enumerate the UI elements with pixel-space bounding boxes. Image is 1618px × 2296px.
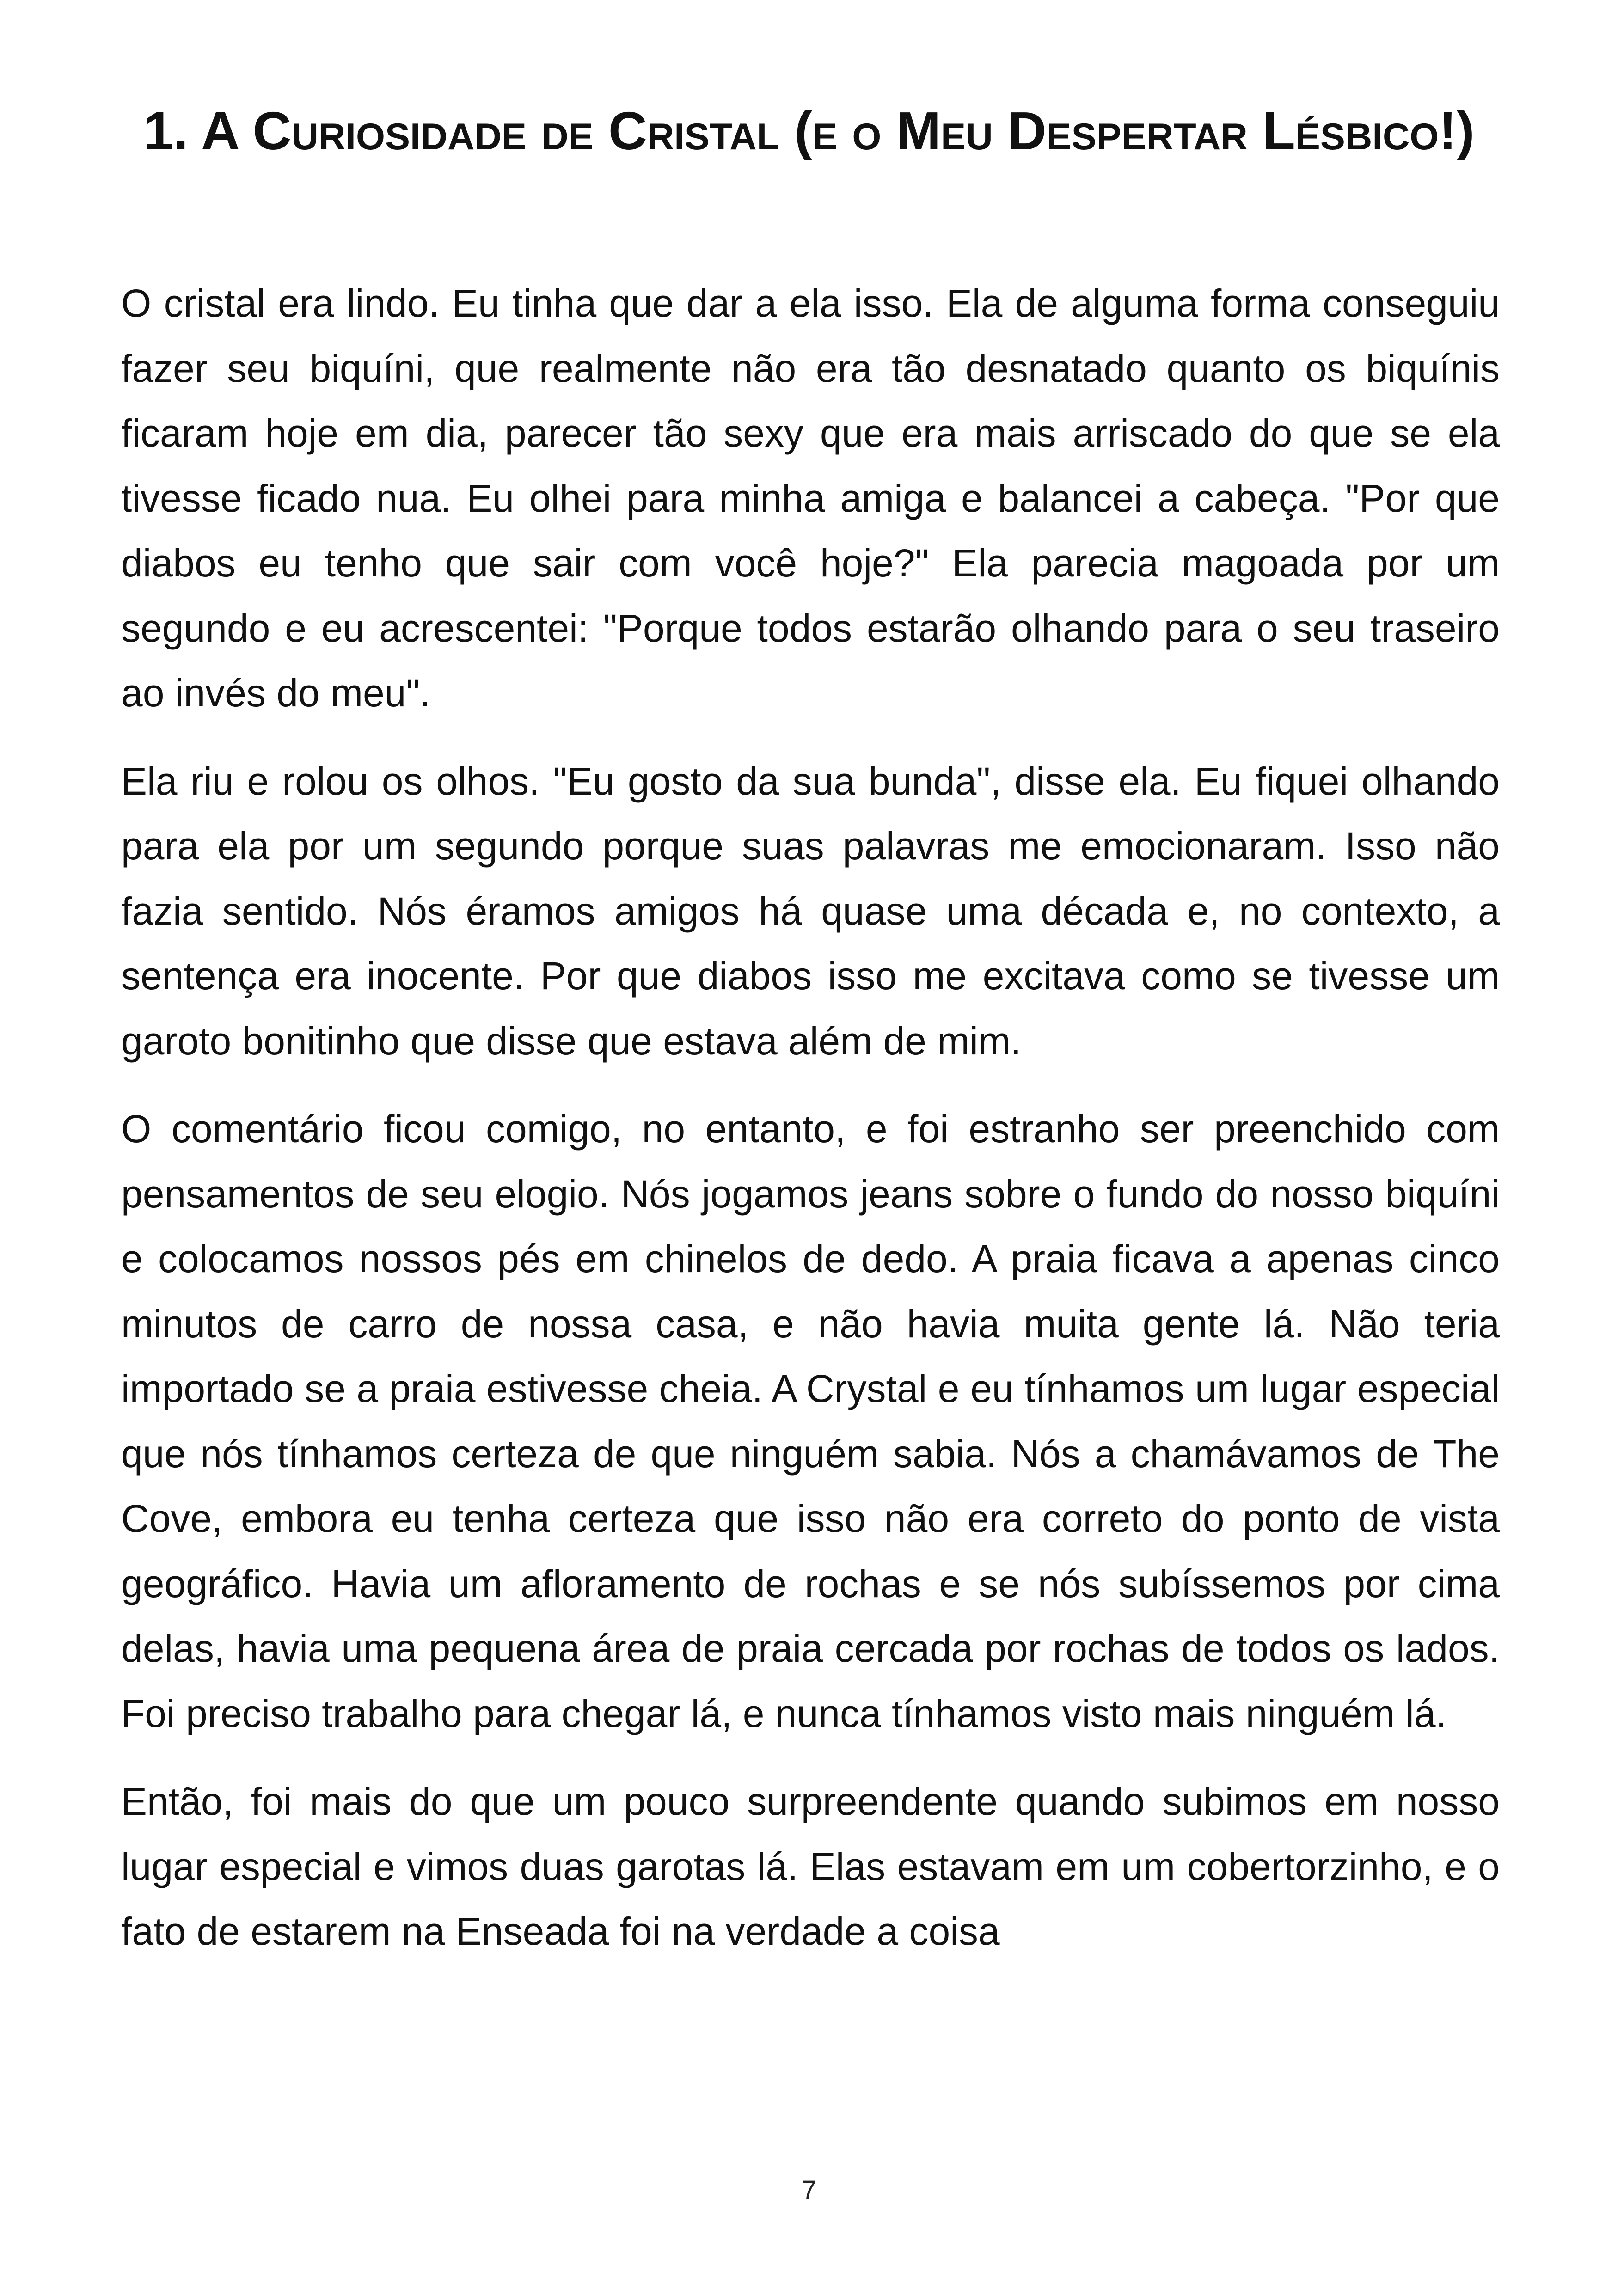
paragraph: Então, foi mais do que um pouco surpreendente quando subimos em nosso lugar especial e vimos duas garotas lá. Elas estavam em um cobertorzinho, e o fato de estarem na Enseada foi na verdade a coisa	[121, 1780, 1500, 1953]
paragraph: Ela riu e rolou os olhos. "Eu gosto da sua bunda", disse ela. Eu fiquei olhando para ela por um segundo porque suas palavras me emocionaram. Isso não fazia sentido. Nós éramos amigos há quase uma década e, no contexto, a sentença era inocente. Por que diabos isso me excitava como se tivesse um garoto bonitinho que disse que estava além de mim.	[121, 759, 1500, 1063]
paragraph: O cristal era lindo. Eu tinha que dar a ela isso. Ela de alguma forma conseguiu fazer seu biquíni, que realmente não era tão desnatado quanto os biquínis ficaram hoje em dia, parecer tão sexy que era mais arriscado do que se ela tivesse ficado nua. Eu olhei para minha amiga e balancei a cabeça. "Por que diabos eu tenho que sair com você hoje?" Ela parecia magoada por um segundo e eu acrescentei: "Porque todos estarão olhando para o seu traseiro ao invés do meu".	[121, 282, 1500, 715]
chapter-title: 1. A Curiosidade de Cristal (e o Meu Despertar Lésbico!)	[143, 101, 1475, 161]
paragraph: O comentário ficou comigo, no entanto, e foi estranho ser preenchido com pensamentos de seu elogio. Nós jogamos jeans sobre o fundo do nosso biquíni e colocamos nossos pés em chinelos de dedo. A praia ficava a apenas cinco minutos de carro de nossa casa, e não havia muita gente lá. Não teria importado se a praia estivesse cheia. A Crystal e eu tínhamos um lugar especial que nós tínhamos certeza de que ninguém sabia. Nós a chamávamos de The Cove, embora eu tenha certeza que isso não era correto do ponto de vista geográfico. Havia um afloramento de rochas e se nós subíssemos por cima delas, havia uma pequena área de praia cercada por rochas de todos os lados. Foi preciso trabalho para chegar lá, e nunca tínhamos visto mais ninguém lá.	[121, 1107, 1500, 1735]
page-number: 7	[801, 2175, 817, 2205]
chapter-body	[121, 271, 1500, 1987]
